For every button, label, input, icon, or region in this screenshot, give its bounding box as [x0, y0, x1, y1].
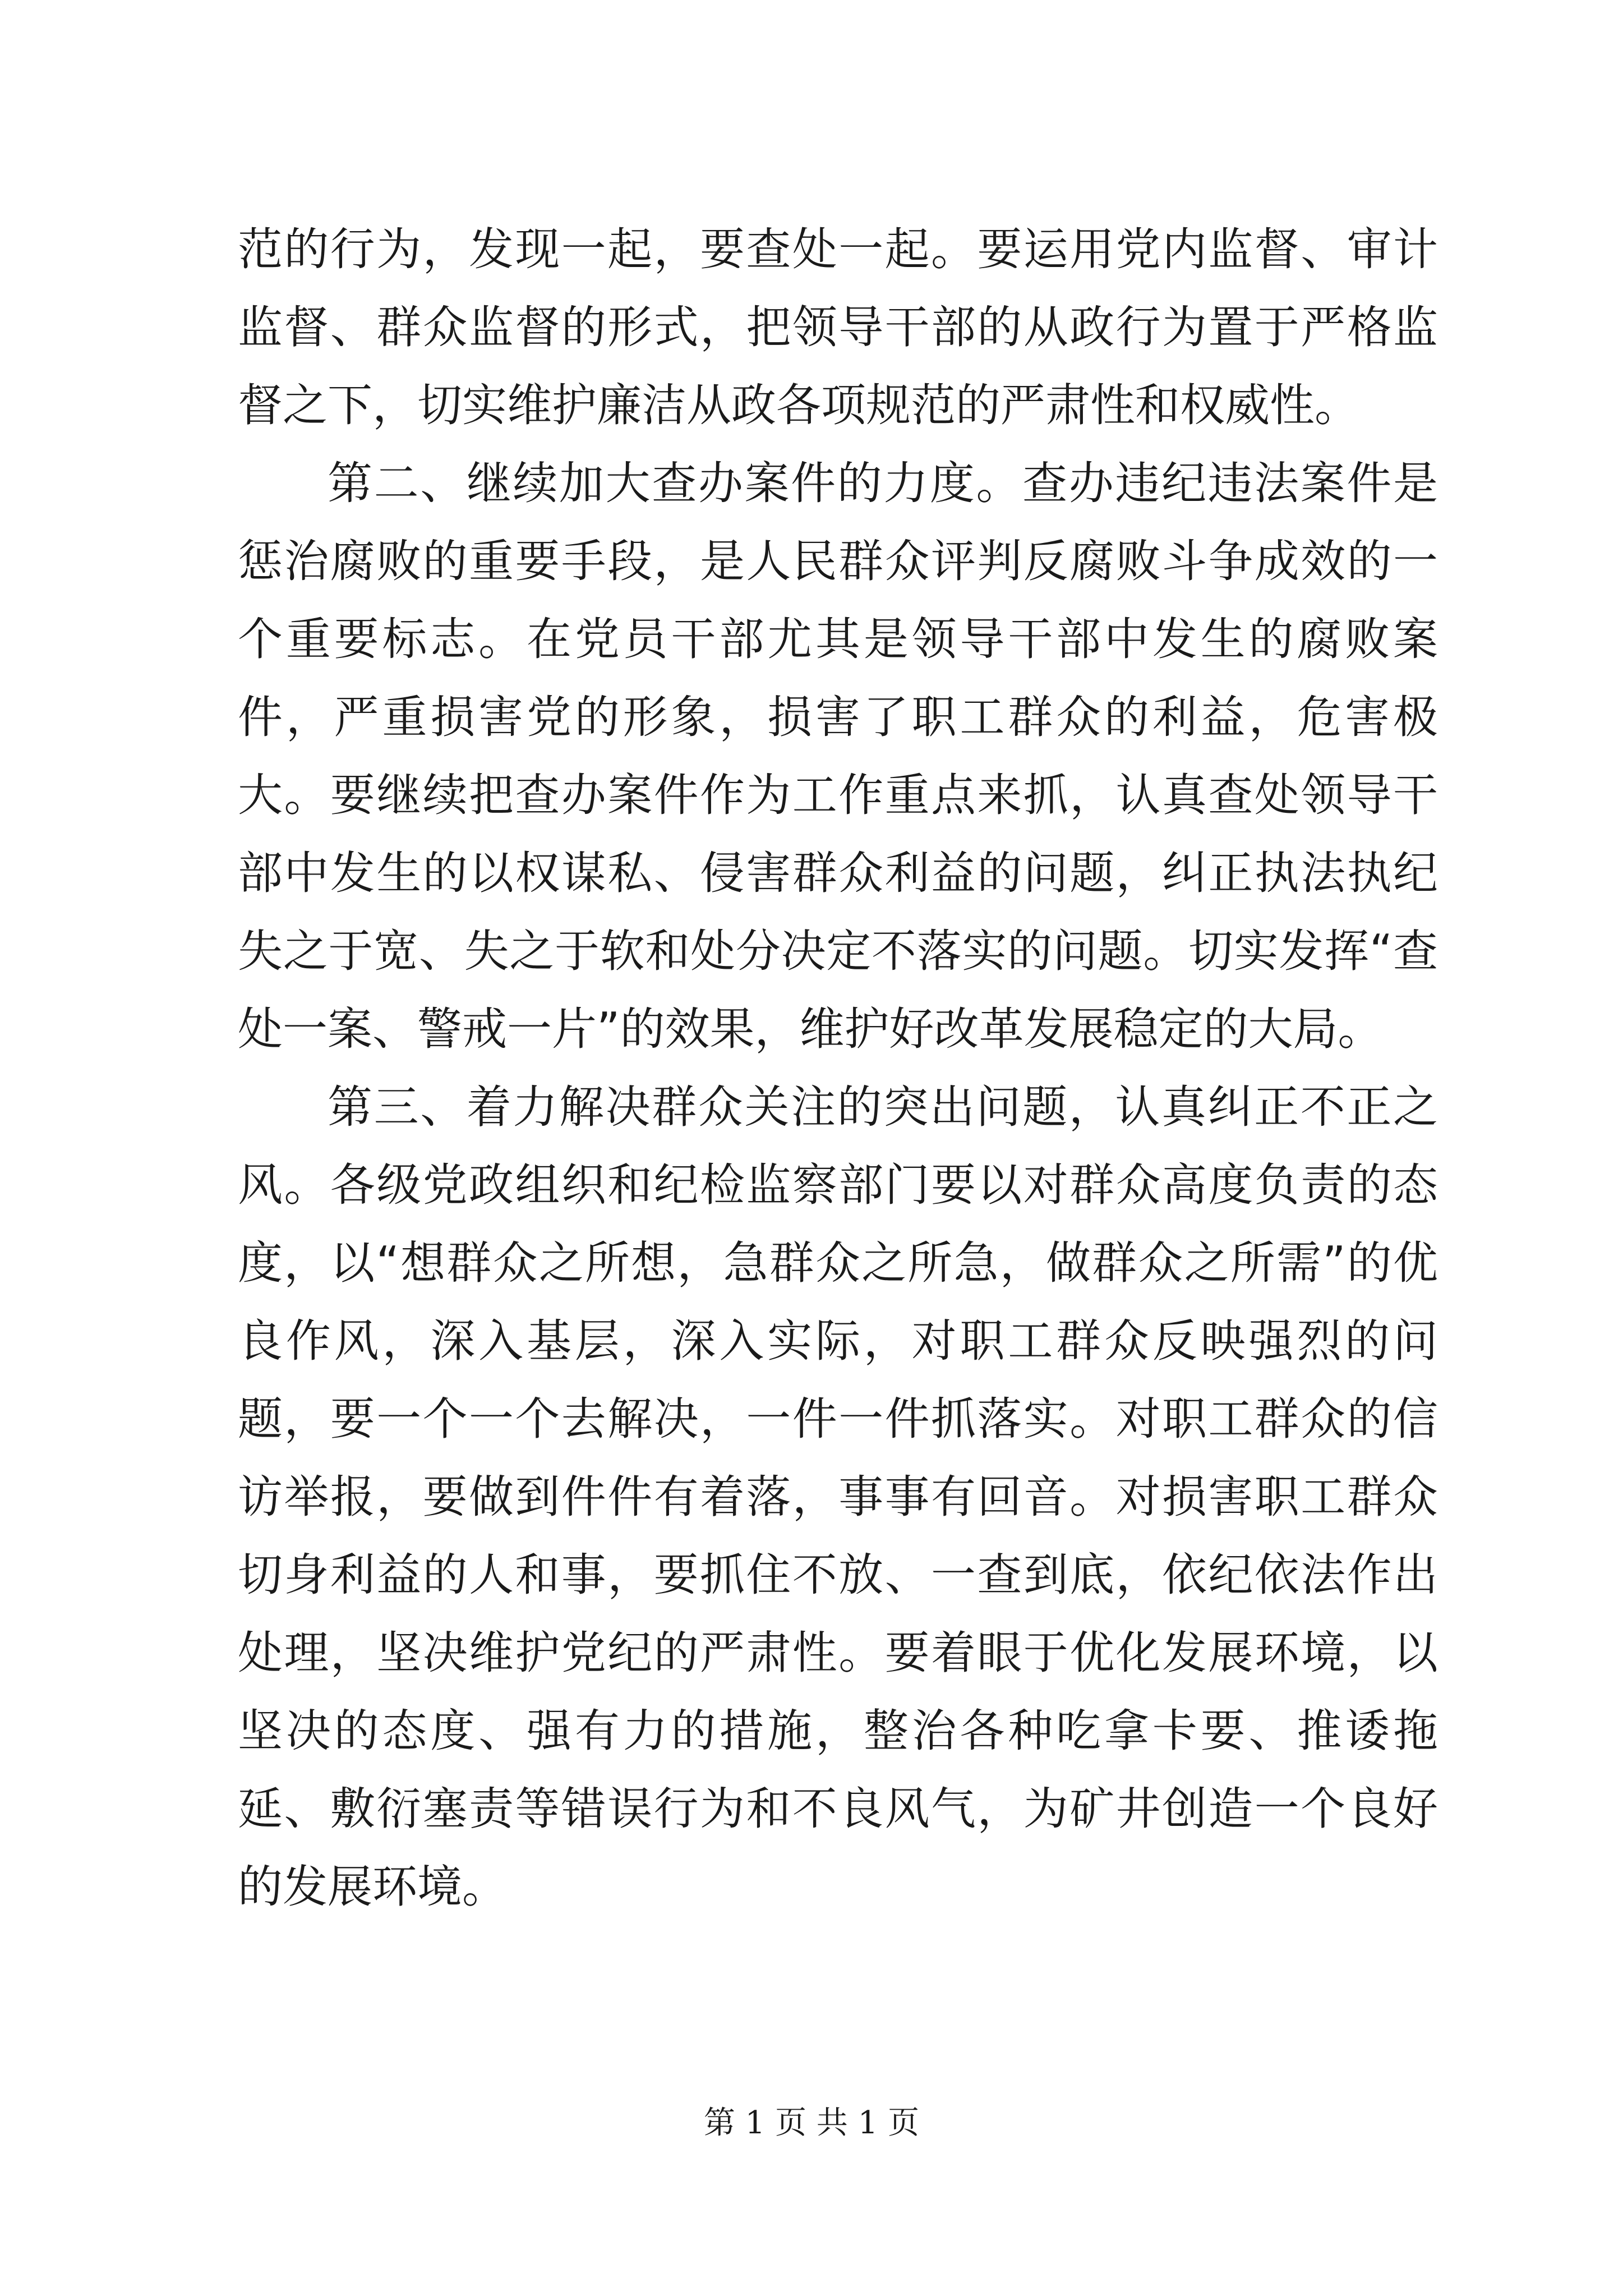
paragraph-point-three: 第三、着力解决群众关注的突出问题，认真纠正不正之风。各级党政组织和纪检监察部门要以对群众高度负责的态度，以“想群众之所想，急群众之所急，做群众之所需”的优良作风，深入基层，深入实际，对职工群众反映强烈的问题，要一个一个去解决，一件一件抓落实。对职工群众的信访举报，要做到件件有着落，事事有回音。对损害职工群众切身利益的人和事，要抓住不放、一查到底，依纪依法作出处理，坚决维护党纪的严肃性。要着眼于优化发展环境，以坚决的态度、强有力的措施，整治各种吃拿卡要、推诿拖延、敷衍塞责等错误行为和不良风气，为矿井创造一个良好的发展环境。: [238, 1081, 1438, 1913]
paragraph-continuation: 范的行为，发现一起，要查处一起。要运用党内监督、审计监督、群众监督的形式，把领导干部的从政行为置于严格监督之下，切实维护廉洁从政各项规范的严肃性和权威性。: [238, 223, 1438, 431]
page-number-label: 第 1 页 共 1 页: [703, 2105, 920, 2141]
document-body: [238, 210, 1438, 1926]
page-footer: [0, 2101, 1623, 2146]
paragraph-point-two: 第二、继续加大查办案件的力度。查办违纪违法案件是惩治腐败的重要手段，是人民群众评判反腐败斗争成效的一个重要标志。在党员干部尤其是领导干部中发生的腐败案件，严重损害党的形象，损害了职工群众的利益，危害极大。要继续把查办案件作为工作重点来抓，认真查处领导干部中发生的以权谋私、侵害群众利益的问题，纠正执法执纪失之于宽、失之于软和处分决定不落实的问题。切实发挥“查处一案、警戒一片”的效果，维护好改革发展稳定的大局。: [238, 457, 1438, 1055]
